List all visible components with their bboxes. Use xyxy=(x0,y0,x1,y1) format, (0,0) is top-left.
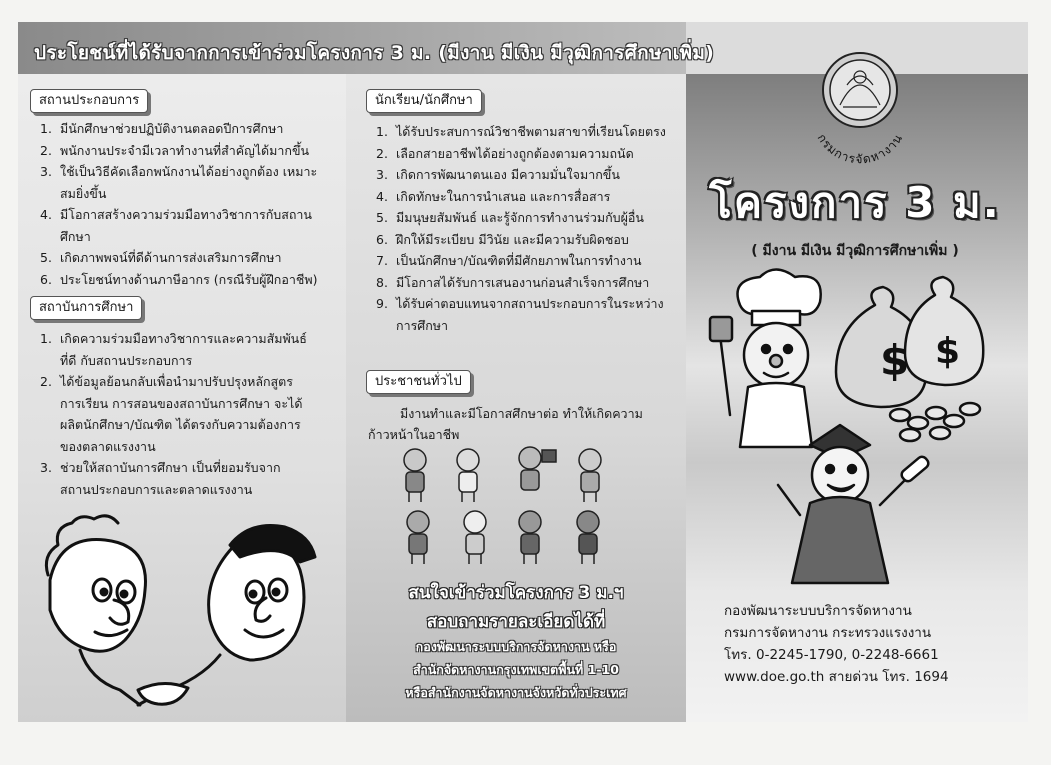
contact-line: โทร. 0-2245-1790, 0-2248-6661 xyxy=(724,647,939,663)
cta-line-1: สนใจเข้าร่วมโครงการ 3 ม.ฯ xyxy=(408,583,624,603)
section-label-establishment: สถานประกอบการ xyxy=(30,89,148,113)
list-item: 6. ประโยชน์ทางด้านภาษีอากร (กรณีรับผู้ฝึกอาชีพ) xyxy=(40,271,318,287)
institution-list xyxy=(40,328,310,500)
list-item: 1. มีนักศึกษาช่วยปฏิบัติงานตลอดปีการศึกษา xyxy=(40,121,284,136)
contact-line: www.doe.go.th สายด่วน โทร. 1694 xyxy=(724,669,949,685)
contact-line: กองพัฒนาระบบบริการจัดหางาน xyxy=(724,603,912,619)
establishment-list xyxy=(40,118,325,290)
list-item: 1. เกิดความร่วมมือทางวิชาการและความสัมพันธ์ที่ดี กับสถานประกอบการ xyxy=(40,331,307,368)
cta-line-4: สำนักจัดหางานกรุงเทพเขตพื้นที่ 1-10 xyxy=(413,662,619,677)
list-item: 5. เกิดภาพพจน์ที่ดีด้านการส่งเสริมการศึกษา xyxy=(40,250,282,265)
project-title: โครงการ 3 ม. xyxy=(709,178,1001,227)
list-item: 5. มีมนุษยสัมพันธ์ และรู้จักการทำงานร่วมกับผู้อื่น xyxy=(376,210,644,225)
occupation-figures xyxy=(380,440,640,570)
list-item: 1. ได้รับประสบการณ์วิชาชีพตามสาขาที่เรียนโดยตรง xyxy=(376,124,666,139)
list-item: 9. ได้รับค่าตอบแทนจากสถานประกอบการในระหว่าง การศึกษา xyxy=(376,296,664,333)
list-item: 3. เกิดการพัฒนาตนเอง มีความมั่นใจมากขึ้น xyxy=(376,167,620,182)
cta-line-5: หรือสำนักงานจัดหางานจังหวัดทั่วประเทศ xyxy=(405,685,627,700)
list-item: 2. ได้ข้อมูลย้อนกลับเพื่อนำมาปรับปรุงหลักสูตร การเรียน การสอนของสถาบันการศึกษา จะได้ ผลิตนักศึกษา/บัณฑิต ได้ตรงกับความต้องการ ของตลาดแรงงาน xyxy=(40,374,303,454)
cta-line-2: สอบถามรายละเอียดได้ที่ xyxy=(426,612,606,632)
money-bag-symbol-2: $ xyxy=(935,331,961,372)
students-list xyxy=(376,121,671,336)
list-item: 3. ใช้เป็นวิธีคัดเลือกพนักงานได้อย่างถูกต้อง เหมาะสมยิ่งขึ้น xyxy=(40,164,318,201)
handshake-illustration xyxy=(40,520,330,720)
public-text: มีงานทำและมีโอกาสศึกษาต่อ ทำให้เกิดความก้าวหน้าในอาชีพ xyxy=(368,406,643,442)
contact-line: กรมการจัดหางาน กระทรวงแรงงาน xyxy=(724,625,932,641)
project-subtitle: ( มีงาน มีเงิน มีวุฒิการศึกษาเพิ่ม ) xyxy=(751,243,959,259)
contact-block xyxy=(724,600,949,688)
svg-text:กรมการจัดหางาน xyxy=(815,131,906,166)
section-label-institution: สถาบันการศึกษา xyxy=(30,296,142,320)
list-item: 6. ฝึกให้มีระเบียบ มีวินัย และมีความรับผิดชอบ xyxy=(376,231,629,247)
money-bag-symbol-1: $ xyxy=(880,336,910,385)
list-item: 7. เป็นนักศึกษา/บัณฑิตที่มีศักยภาพในการทำงาน xyxy=(376,253,642,268)
section-label-students: นักเรียน/นักศึกษา xyxy=(366,89,482,113)
list-item: 3. ช่วยให้สถาบันการศึกษา เป็นที่ยอมรับจาก สถานประกอบการและตลาดแรงงาน xyxy=(40,460,281,497)
section-label-public: ประชาชนทั่วไป xyxy=(366,370,471,394)
banner-title: ประโยชน์ที่ได้รับจากการเข้าร่วมโครงการ 3 ม. (มีงาน มีเงิน มีวุฒิการศึกษาเพิ่ม) xyxy=(34,42,715,64)
cta-line-3: กองพัฒนาระบบบริการจัดหางาน หรือ xyxy=(415,639,617,654)
list-item: 4. มีโอกาสสร้างความร่วมมือทางวิชาการกับสถานศึกษา xyxy=(40,207,312,244)
list-item: 8. มีโอกาสได้รับการเสนองานก่อนสำเร็จการศึกษา xyxy=(376,274,650,290)
chef-money-graduate-illustration xyxy=(700,275,1000,585)
list-item: 2. พนักงานประจำมีเวลาทำงานที่สำคัญได้มากขึ้น xyxy=(40,142,310,158)
seal-text: กรมการจัดหางาน xyxy=(814,131,906,167)
department-seal-icon xyxy=(795,45,925,175)
list-item: 4. เกิดทักษะในการนำเสนอ และการสื่อสาร xyxy=(376,188,611,204)
list-item: 2. เลือกสายอาชีพได้อย่างถูกต้องตามความถนัด xyxy=(376,145,634,161)
